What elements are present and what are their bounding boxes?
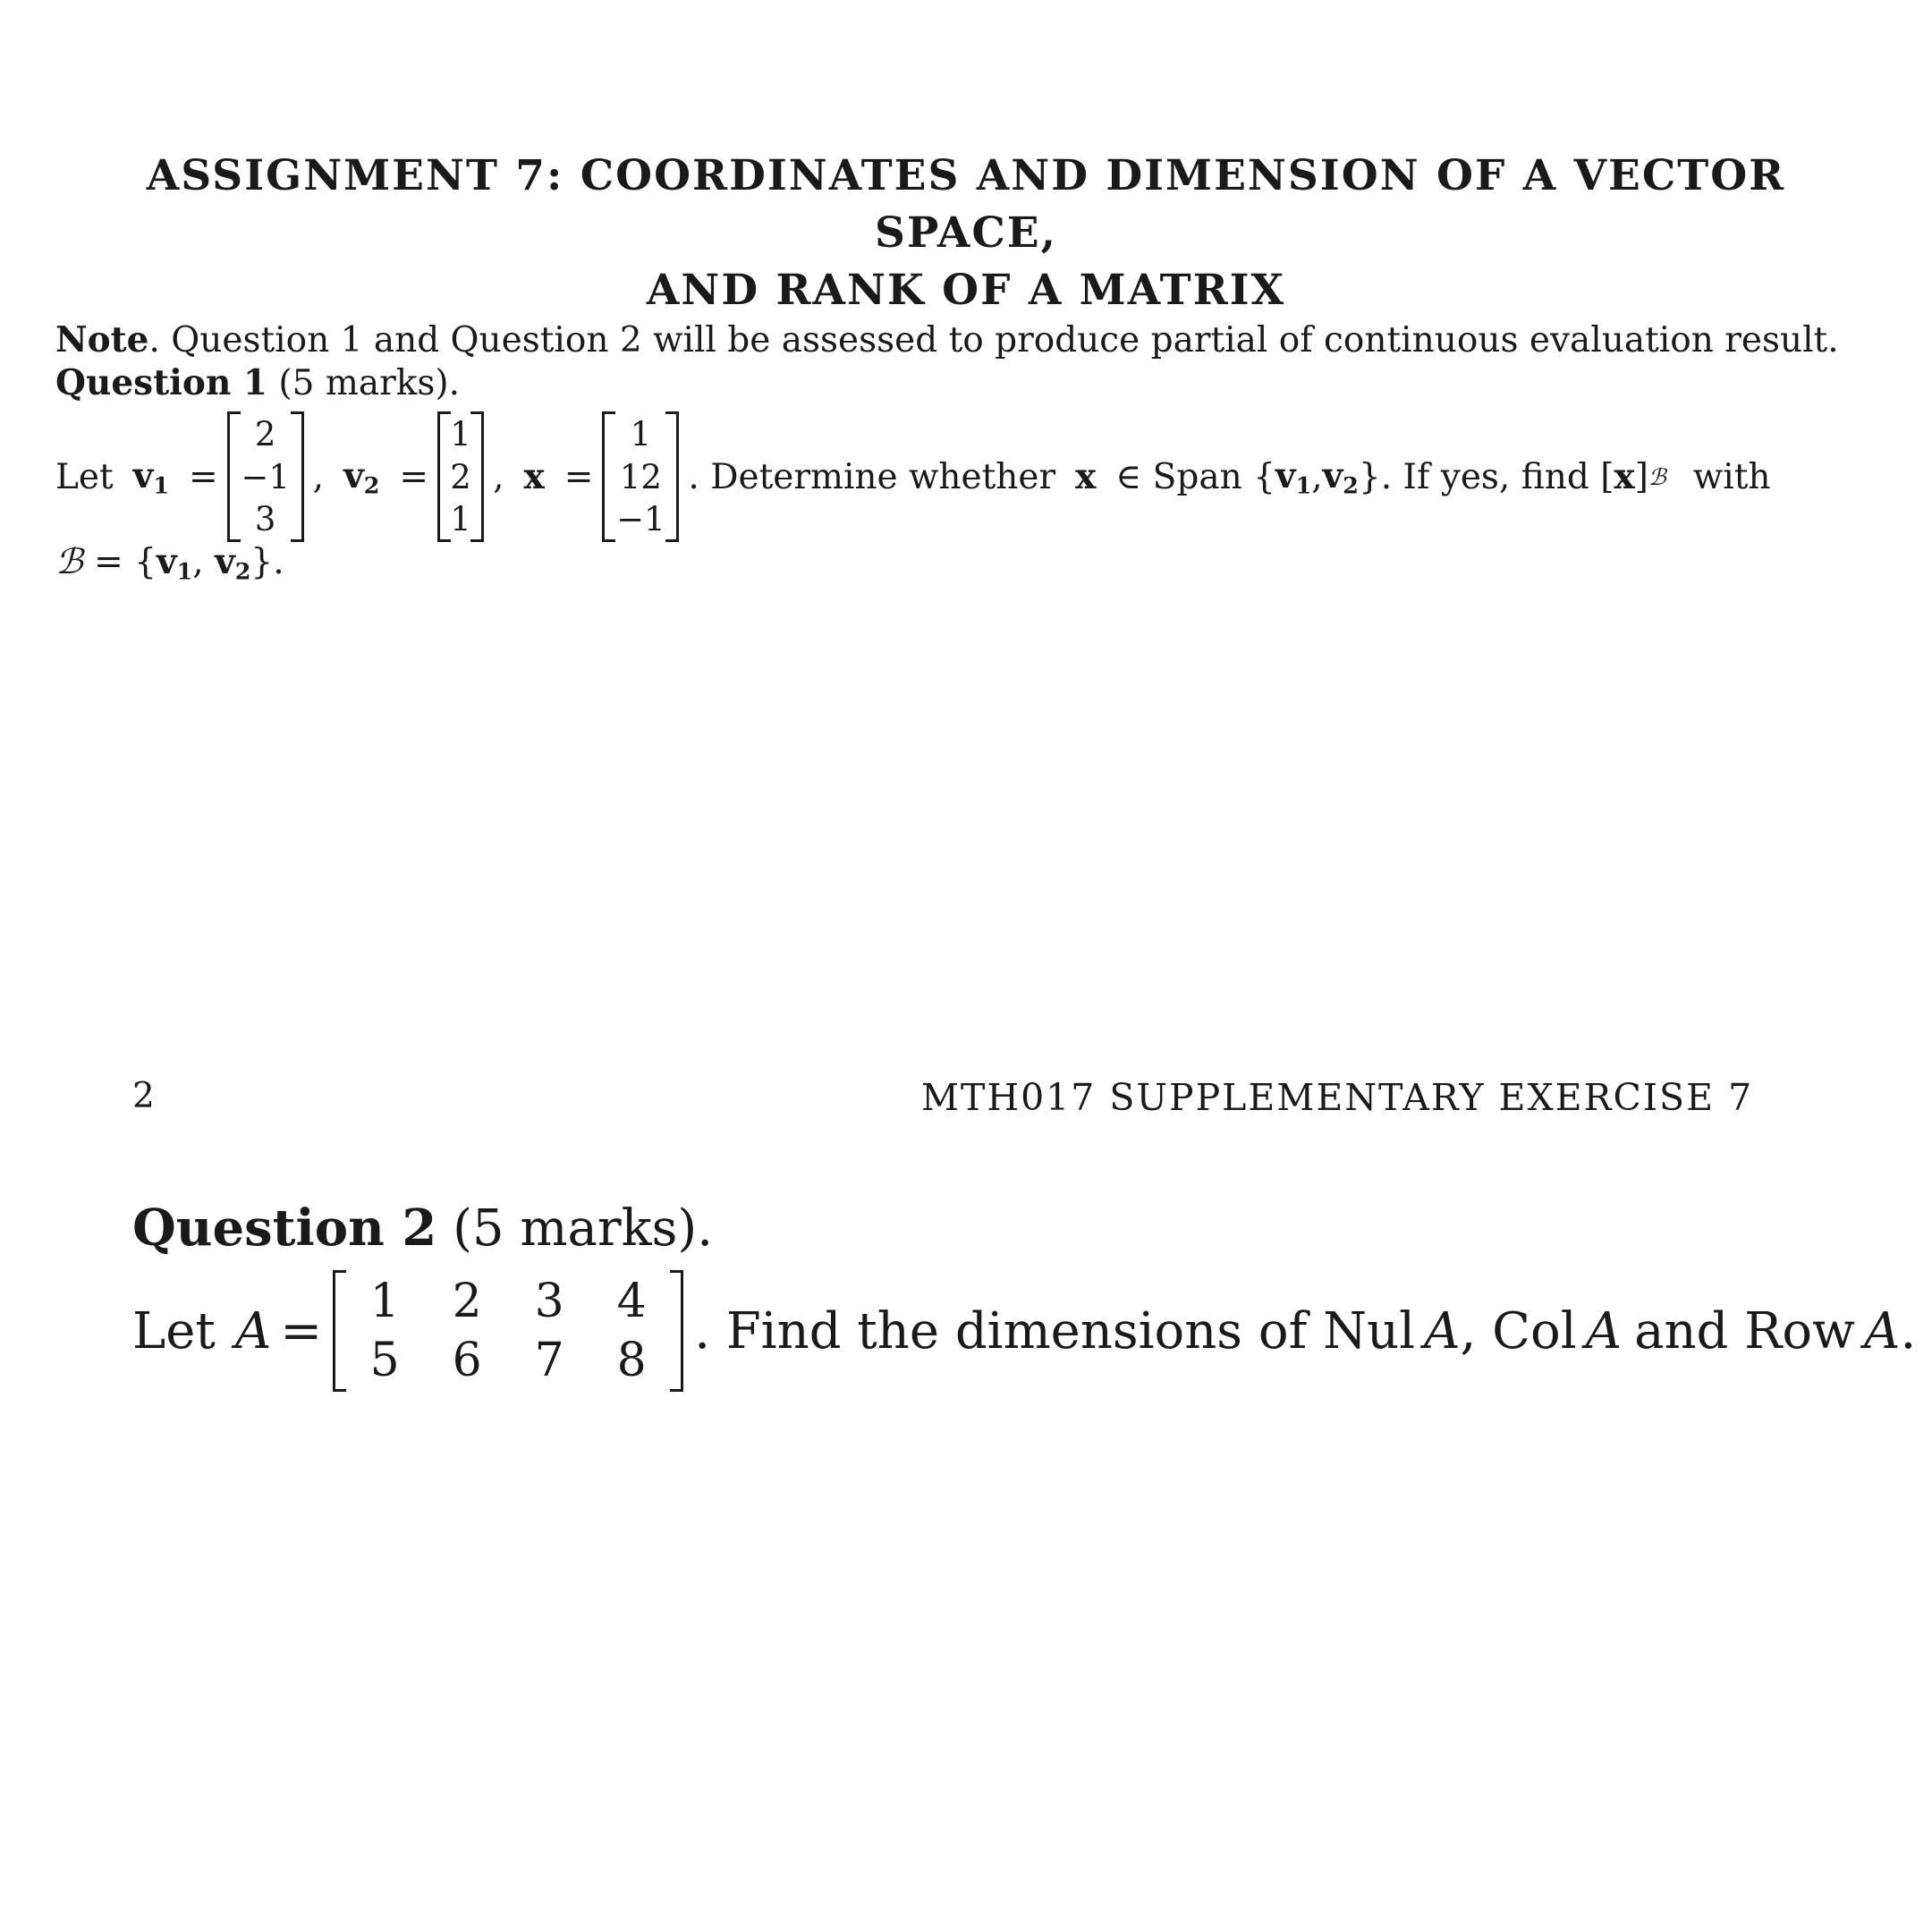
comma: , (312, 456, 325, 497)
matrix-entry: −1 (241, 457, 290, 496)
matrix-entry: 12 (619, 457, 662, 496)
matrix-name: A (1585, 1301, 1623, 1360)
equals-sign: = (399, 456, 429, 497)
q2-find: . Find the dimensions of Nul (694, 1301, 1416, 1360)
matrix-name: A (1424, 1301, 1461, 1360)
note-paragraph (55, 319, 1839, 360)
question-2-marks: (5 marks). (453, 1199, 713, 1258)
q1-determine: . Determine whether (688, 456, 1056, 497)
comma: , (493, 456, 504, 497)
x-symbol: x (523, 456, 545, 497)
matrix-entry: 2 (452, 1275, 482, 1328)
q1-bracket-close: ] (1634, 456, 1648, 497)
matrix-name: A (234, 1301, 272, 1360)
basis-definition: ℬ = {$v_1$, $v_2$}. (55, 541, 284, 585)
v2-symbol: $v_2$ (1322, 454, 1359, 499)
title-line-1: ASSIGNMENT 7: COORDINATES AND DIMENSION OF A VECTOR SPACE, (146, 151, 1786, 258)
matrix-entry: 8 (616, 1334, 647, 1387)
matrix-entry: 5 (369, 1334, 400, 1387)
q1-in-span: ∈ Span { (1115, 456, 1275, 497)
matrix-entry: −1 (616, 500, 665, 538)
q1-if-yes: }. If yes, find [ (1358, 456, 1614, 497)
matrix-entry: 3 (534, 1275, 564, 1328)
document-title (72, 148, 1860, 319)
v2-symbol: $v_2$ (343, 454, 380, 499)
matrix-entry: 2 (450, 457, 471, 496)
q1-with: with (1692, 456, 1771, 497)
matrix-entry: 1 (369, 1275, 400, 1328)
q2-and-row: and Row (1634, 1301, 1855, 1360)
question-2-statement: Let A = 1 2 3 4 5 6 7 8 . Find the dimensions of Nul A , Col A and Row A . (132, 1268, 1916, 1394)
matrix-entry: 2 (254, 415, 276, 453)
note-text: . Question 1 and Question 2 will be assessed to produce partial of continuous evaluation result. (148, 320, 1839, 360)
matrix-entry: 4 (616, 1275, 647, 1328)
basis-symbol: ℬ (1648, 463, 1666, 490)
vector-x (602, 411, 679, 542)
v1-symbol: $v_1$ (132, 454, 169, 499)
question-1-heading (55, 362, 460, 403)
v1-symbol: $v_1$ (156, 541, 193, 585)
question-1-marks: (5 marks). (278, 363, 460, 403)
basis-symbol: ℬ (55, 542, 83, 582)
matrix-entry: 1 (630, 415, 652, 453)
matrix-entry: 7 (534, 1334, 564, 1387)
matrix-A (333, 1270, 683, 1392)
matrix-name: A (1863, 1301, 1901, 1360)
v1-symbol: $v_1$ (1275, 454, 1312, 499)
matrix-entry: 3 (254, 500, 276, 538)
v2-symbol: $v_2$ (215, 541, 251, 585)
question-1-statement: Let $v_1$ = 2 −1 3 , $v_2$ = 1 2 1 , x = 1 12 −1 . Determine whether x ∈ Span { $v_1$ , $v_2$ }. If yes, find [ x ] ℬ with (55, 410, 1771, 544)
x-symbol: x (1075, 456, 1097, 497)
title-line-2: AND RANK OF A MATRIX (646, 266, 1286, 315)
running-header: MTH017 SUPPLEMENTARY EXERCISE 7 (921, 1076, 1754, 1119)
q1-basis-eq: = { (94, 542, 157, 582)
equals-sign: = (564, 456, 594, 497)
matrix-entry: 1 (450, 500, 471, 538)
vector-v2 (437, 411, 484, 542)
vector-v1 (227, 411, 304, 542)
x-symbol: x (1614, 456, 1635, 497)
equals-sign: = (188, 456, 218, 497)
matrix-entry: 1 (450, 415, 471, 453)
page-number: 2 (132, 1076, 155, 1116)
q2-end: . (1900, 1301, 1917, 1360)
q2-col: , Col (1460, 1301, 1577, 1360)
q2-let: Let (132, 1301, 216, 1360)
question-2-label: Question 2 (132, 1199, 437, 1258)
q1-let: Let (55, 456, 114, 497)
note-label: Note (55, 319, 149, 360)
matrix-entry: 6 (452, 1334, 482, 1387)
question-1-label: Question 1 (55, 362, 268, 403)
question-2-heading (132, 1199, 713, 1258)
